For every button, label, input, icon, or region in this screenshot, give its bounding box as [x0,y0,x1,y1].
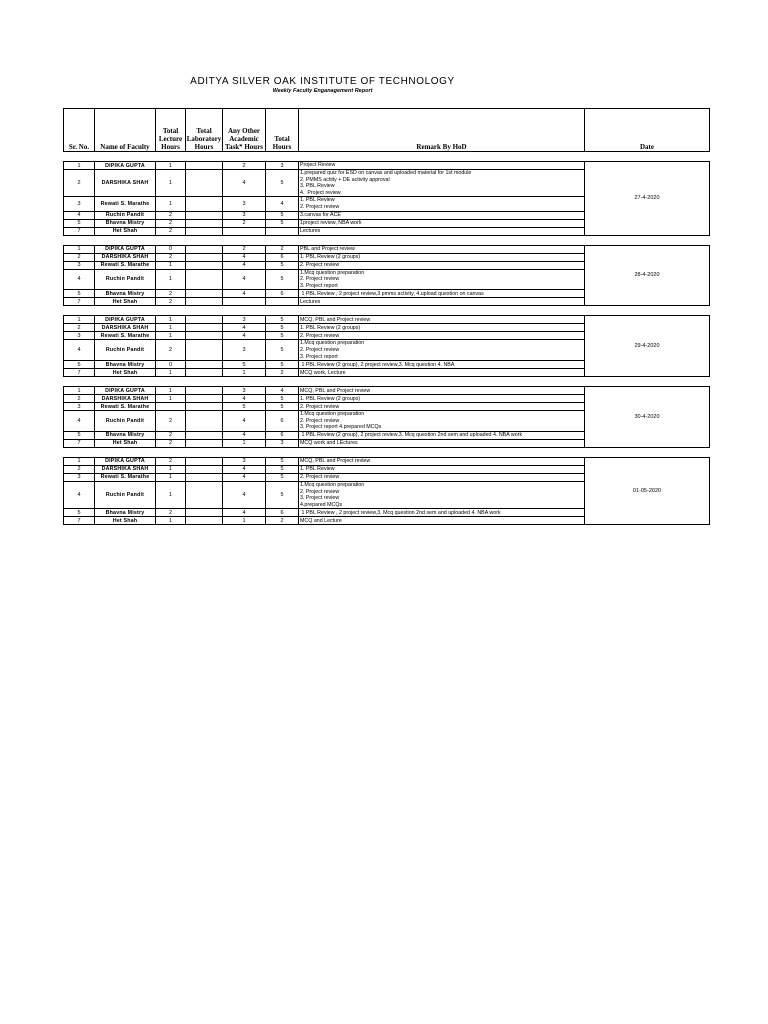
total-hours-cell: 6 [266,290,299,298]
remark-cell: 1.Mcq question preparation 2. Project review 3. Project report 4.prepared MCQs [299,411,585,432]
total-hours-cell: 5 [266,340,299,361]
lecture-hours-cell: 1 [156,481,186,508]
total-hours-cell: 5 [266,361,299,369]
remark-cell: 1.prepared quiz for ESD on canvas and uploaded material for 1st module 2. PMMS actiity + DE activity approval 3. PBL Review 4. Project review [299,170,585,197]
lab-hours-cell [186,332,223,340]
remark-cell: 1. PBL Review 2. Project review [299,197,585,211]
lecture-hours-cell: 1 [156,269,186,290]
date-cell: 27-4-2020 [585,162,710,236]
faculty-name-cell: Rewati S. Marathe [95,261,156,269]
col-faculty-name: Name of Faculty [95,109,156,152]
remark-cell: MCQ work and LEctures [299,439,585,447]
remark-cell: 2. Project review [299,473,585,481]
remark-cell: MCQ and Lecture [299,517,585,525]
faculty-name-cell: DARSHIKA SHAH [95,170,156,197]
other-hours-cell: 3 [223,340,266,361]
lecture-hours-cell: 1 [156,261,186,269]
faculty-name-cell: DIPIKA GUPTA [95,316,156,324]
other-hours-cell: 3 [223,387,266,395]
lecture-hours-cell: 1 [156,387,186,395]
remark-cell: 1 PBL Review (2 group), 2 project review,3. Mcq question 2nd sem and uploaded 4. NBA work [299,431,585,439]
other-hours-cell [223,298,266,306]
total-hours-cell: 5 [266,324,299,332]
lab-hours-cell [186,517,223,525]
faculty-name-cell: Rewati S. Marathe [95,473,156,481]
sr-cell: 3 [64,261,95,269]
faculty-name-cell: Bhavna Mistry [95,361,156,369]
total-hours-cell: 4 [266,197,299,211]
sr-cell: 5 [64,290,95,298]
col-remark: Remark By HoD [299,109,585,152]
other-hours-cell: 4 [223,332,266,340]
sr-cell: 7 [64,517,95,525]
other-hours-cell: 4 [223,324,266,332]
remark-cell: 1 PBL Review (2 group), 2 project review,3. Mcq question 4. NBA [299,361,585,369]
total-hours-cell: 6 [266,253,299,261]
table-row [64,162,710,170]
lab-hours-cell [186,395,223,403]
total-hours-cell: 5 [266,395,299,403]
faculty-name-cell: DIPIKA GUPTA [95,457,156,465]
sr-cell: 7 [64,298,95,306]
sr-cell: 1 [64,387,95,395]
lecture-hours-cell: 0 [156,245,186,253]
lab-hours-cell [186,465,223,473]
sr-cell: 2 [64,465,95,473]
total-hours-cell: 5 [266,403,299,411]
weeks-container [63,161,709,525]
lecture-hours-cell: 2 [156,227,186,235]
total-hours-cell: 5 [266,269,299,290]
col-lab-hours: Total Laboratory Hours [186,109,223,152]
remark-cell: MCQ work, Lecture [299,369,585,377]
week-table [63,315,710,377]
other-hours-cell: 1 [223,369,266,377]
total-hours-cell: 5 [266,219,299,227]
faculty-name-cell: DIPIKA GUPTA [95,387,156,395]
other-hours-cell: 2 [223,245,266,253]
total-hours-cell: 5 [266,170,299,197]
total-hours-cell: 5 [266,473,299,481]
date-cell: 30-4-2020 [585,387,710,448]
total-hours-cell: 5 [266,211,299,219]
sr-cell: 3 [64,403,95,411]
lab-hours-cell [186,253,223,261]
remark-cell: 1. PBL Review (2 groups) [299,324,585,332]
lab-hours-cell [186,439,223,447]
lab-hours-cell [186,481,223,508]
lab-hours-cell [186,298,223,306]
other-hours-cell: 4 [223,290,266,298]
sr-cell: 1 [64,162,95,170]
other-hours-cell: 4 [223,170,266,197]
sr-cell: 7 [64,227,95,235]
remark-cell: Project Review [299,162,585,170]
sr-cell: 7 [64,439,95,447]
remark-cell: 1.Mcq question preparation 2. Project review 3. Project report [299,340,585,361]
total-hours-cell: 2 [266,517,299,525]
lab-hours-cell [186,245,223,253]
remark-cell: 1. PBL Review (2 groups) [299,253,585,261]
lab-hours-cell [186,340,223,361]
sr-cell: 5 [64,219,95,227]
faculty-name-cell: Het Shah [95,298,156,306]
remark-cell: 1project review, NBA work [299,219,585,227]
total-hours-cell [266,227,299,235]
remark-cell: 1 PBL Review , 2 project review,3 pmms activity, 4.upload question on canvas [299,290,585,298]
total-hours-cell: 5 [266,457,299,465]
total-hours-cell [266,298,299,306]
col-other-hours: Any Other Academic Task* Hours [223,109,266,152]
other-hours-cell: 3 [223,211,266,219]
faculty-name-cell: Het Shah [95,517,156,525]
remark-cell: 1.Mcq question preparation 2. Project review 3. Project report [299,269,585,290]
date-cell: 29-4-2020 [585,316,710,377]
lecture-hours-cell: 1 [156,465,186,473]
other-hours-cell: 4 [223,261,266,269]
faculty-name-cell: Rewati S. Marathe [95,197,156,211]
sr-cell: 2 [64,170,95,197]
lecture-hours-cell: 2 [156,211,186,219]
col-total-hours: Total Hours [266,109,299,152]
faculty-name-cell: Rewati S. Marathe [95,332,156,340]
other-hours-cell: 3 [223,197,266,211]
remark-cell: MCQ, PBL and Project review [299,387,585,395]
sr-cell: 1 [64,316,95,324]
faculty-name-cell: Het Shah [95,369,156,377]
date-cell: 28-4-2020 [585,245,710,306]
lecture-hours-cell: 2 [156,411,186,432]
sr-cell: 5 [64,361,95,369]
total-hours-cell: 6 [266,431,299,439]
remark-cell: PBL and Project review [299,245,585,253]
lecture-hours-cell: 2 [156,219,186,227]
lab-hours-cell [186,324,223,332]
lab-hours-cell [186,473,223,481]
lecture-hours-cell: 1 [156,369,186,377]
lecture-hours-cell: 1 [156,473,186,481]
faculty-name-cell: Ruchin Pandit [95,481,156,508]
lecture-hours-cell: 1 [156,332,186,340]
remark-cell: 1. PBL Review (2 groups) [299,395,585,403]
total-hours-cell: 3 [266,162,299,170]
lab-hours-cell [186,316,223,324]
week-table [63,161,710,236]
lab-hours-cell [186,387,223,395]
institute-title: ADITYA SILVER OAK INSTITUTE OF TECHNOLOGY [190,76,455,87]
sr-cell: 3 [64,332,95,340]
lab-hours-cell [186,290,223,298]
other-hours-cell: 5 [223,361,266,369]
week-table [63,386,710,448]
remark-cell: 2. Project review [299,403,585,411]
faculty-name-cell: DARSHIKA SHAH [95,324,156,332]
remark-cell: 3.canvas for ACE [299,211,585,219]
table-row [64,457,710,465]
other-hours-cell: 4 [223,473,266,481]
total-hours-cell: 5 [266,316,299,324]
other-hours-cell: 5 [223,403,266,411]
remark-cell: 2. Project review [299,332,585,340]
sr-cell: 4 [64,211,95,219]
lecture-hours-cell: 1 [156,197,186,211]
lab-hours-cell [186,261,223,269]
sr-cell: 5 [64,431,95,439]
table-row [64,245,710,253]
faculty-name-cell: Bhavna Mistry [95,509,156,517]
other-hours-cell: 1 [223,439,266,447]
lecture-hours-cell: 2 [156,439,186,447]
lecture-hours-cell: 1 [156,324,186,332]
other-hours-cell: 3 [223,316,266,324]
sr-cell: 3 [64,473,95,481]
faculty-name-cell: Het Shah [95,227,156,235]
total-hours-cell: 5 [266,465,299,473]
sr-cell: 4 [64,340,95,361]
faculty-name-cell: Bhavna Mistry [95,431,156,439]
lab-hours-cell [186,197,223,211]
remark-cell: 2. Project review [299,261,585,269]
other-hours-cell: 4 [223,481,266,508]
faculty-name-cell: Ruchin Pandit [95,211,156,219]
table-row [64,387,710,395]
other-hours-cell: 4 [223,269,266,290]
faculty-name-cell: Bhavna Mistry [95,290,156,298]
other-hours-cell: 2 [223,162,266,170]
lecture-hours-cell: 2 [156,298,186,306]
table-row [64,316,710,324]
remark-cell: MCQ, PBL and Project review [299,457,585,465]
other-hours-cell: 4 [223,509,266,517]
total-hours-cell: 5 [266,332,299,340]
total-hours-cell: 5 [266,481,299,508]
sr-cell: 1 [64,457,95,465]
total-hours-cell: 5 [266,261,299,269]
other-hours-cell: 4 [223,253,266,261]
remark-cell: Lectures [299,298,585,306]
lecture-hours-cell: 1 [156,162,186,170]
other-hours-cell: 4 [223,431,266,439]
total-hours-cell: 6 [266,509,299,517]
total-hours-cell: 2 [266,245,299,253]
sr-cell: 4 [64,481,95,508]
faculty-name-cell: Ruchin Pandit [95,411,156,432]
other-hours-cell [223,227,266,235]
faculty-name-cell: DARSHIKA SHAH [95,253,156,261]
lecture-hours-cell: 1 [156,316,186,324]
faculty-name-cell: Ruchin Pandit [95,269,156,290]
report-subtitle: Weekly Faculty Enganagement Report [272,88,373,94]
lecture-hours-cell: 2 [156,253,186,261]
faculty-name-cell: Bhavna Mistry [95,219,156,227]
lecture-hours-cell: 0 [156,361,186,369]
remark-cell: 1. PBL Review [299,465,585,473]
header-table [63,108,710,152]
total-hours-cell: 6 [266,411,299,432]
sr-cell: 4 [64,411,95,432]
week-table [63,245,710,307]
faculty-name-cell: DARSHIKA SHAH [95,465,156,473]
sr-cell: 2 [64,324,95,332]
sr-cell: 7 [64,369,95,377]
col-lecture-hours: Total Lecture Hours [156,109,186,152]
col-date: Date [585,109,710,152]
faculty-name-cell: DARSHIKA SHAH [95,395,156,403]
lecture-hours-cell: 2 [156,509,186,517]
remark-cell: 1 PBL Review , 2 project review,3. Mcq question 2nd sem and uploaded 4. NBA work [299,509,585,517]
lab-hours-cell [186,219,223,227]
faculty-name-cell: DIPIKA GUPTA [95,245,156,253]
other-hours-cell: 2 [223,219,266,227]
faculty-name-cell: DIPIKA GUPTA [95,162,156,170]
total-hours-cell: 4 [266,387,299,395]
sr-cell: 3 [64,197,95,211]
lab-hours-cell [186,403,223,411]
lecture-hours-cell: 1 [156,395,186,403]
other-hours-cell: 4 [223,395,266,403]
faculty-name-cell: Rewati S. Marathe [95,403,156,411]
other-hours-cell: 4 [223,411,266,432]
lecture-hours-cell: 2 [156,340,186,361]
sr-cell: 5 [64,509,95,517]
lab-hours-cell [186,369,223,377]
engagement-sheet [63,108,709,525]
lecture-hours-cell: 2 [156,431,186,439]
lab-hours-cell [186,269,223,290]
lab-hours-cell [186,431,223,439]
lab-hours-cell [186,227,223,235]
faculty-name-cell: Het Shah [95,439,156,447]
lab-hours-cell [186,211,223,219]
other-hours-cell: 1 [223,517,266,525]
lab-hours-cell [186,411,223,432]
lab-hours-cell [186,361,223,369]
date-cell: 01-05-2020 [585,457,710,524]
remark-cell: MCQ, PBL and Project review [299,316,585,324]
sr-cell: 2 [64,253,95,261]
lab-hours-cell [186,509,223,517]
lecture-hours-cell: 1 [156,517,186,525]
sr-cell: 1 [64,245,95,253]
lecture-hours-cell: 2 [156,457,186,465]
faculty-name-cell: Ruchin Pandit [95,340,156,361]
remark-cell: Lectures [299,227,585,235]
total-hours-cell: 3 [266,439,299,447]
total-hours-cell: 2 [266,369,299,377]
lecture-hours-cell: 2 [156,290,186,298]
lab-hours-cell [186,170,223,197]
lecture-hours-cell: 1 [156,170,186,197]
sr-cell: 2 [64,395,95,403]
week-table [63,457,710,525]
lab-hours-cell [186,162,223,170]
sr-cell: 4 [64,269,95,290]
lecture-hours-cell [156,403,186,411]
other-hours-cell: 3 [223,457,266,465]
lab-hours-cell [186,457,223,465]
col-sr-no: Sr. No. [64,109,95,152]
remark-cell: 1.Mcq question preparation 2. Project review 3. Project review 4.prepared MCQs [299,481,585,508]
other-hours-cell: 4 [223,465,266,473]
